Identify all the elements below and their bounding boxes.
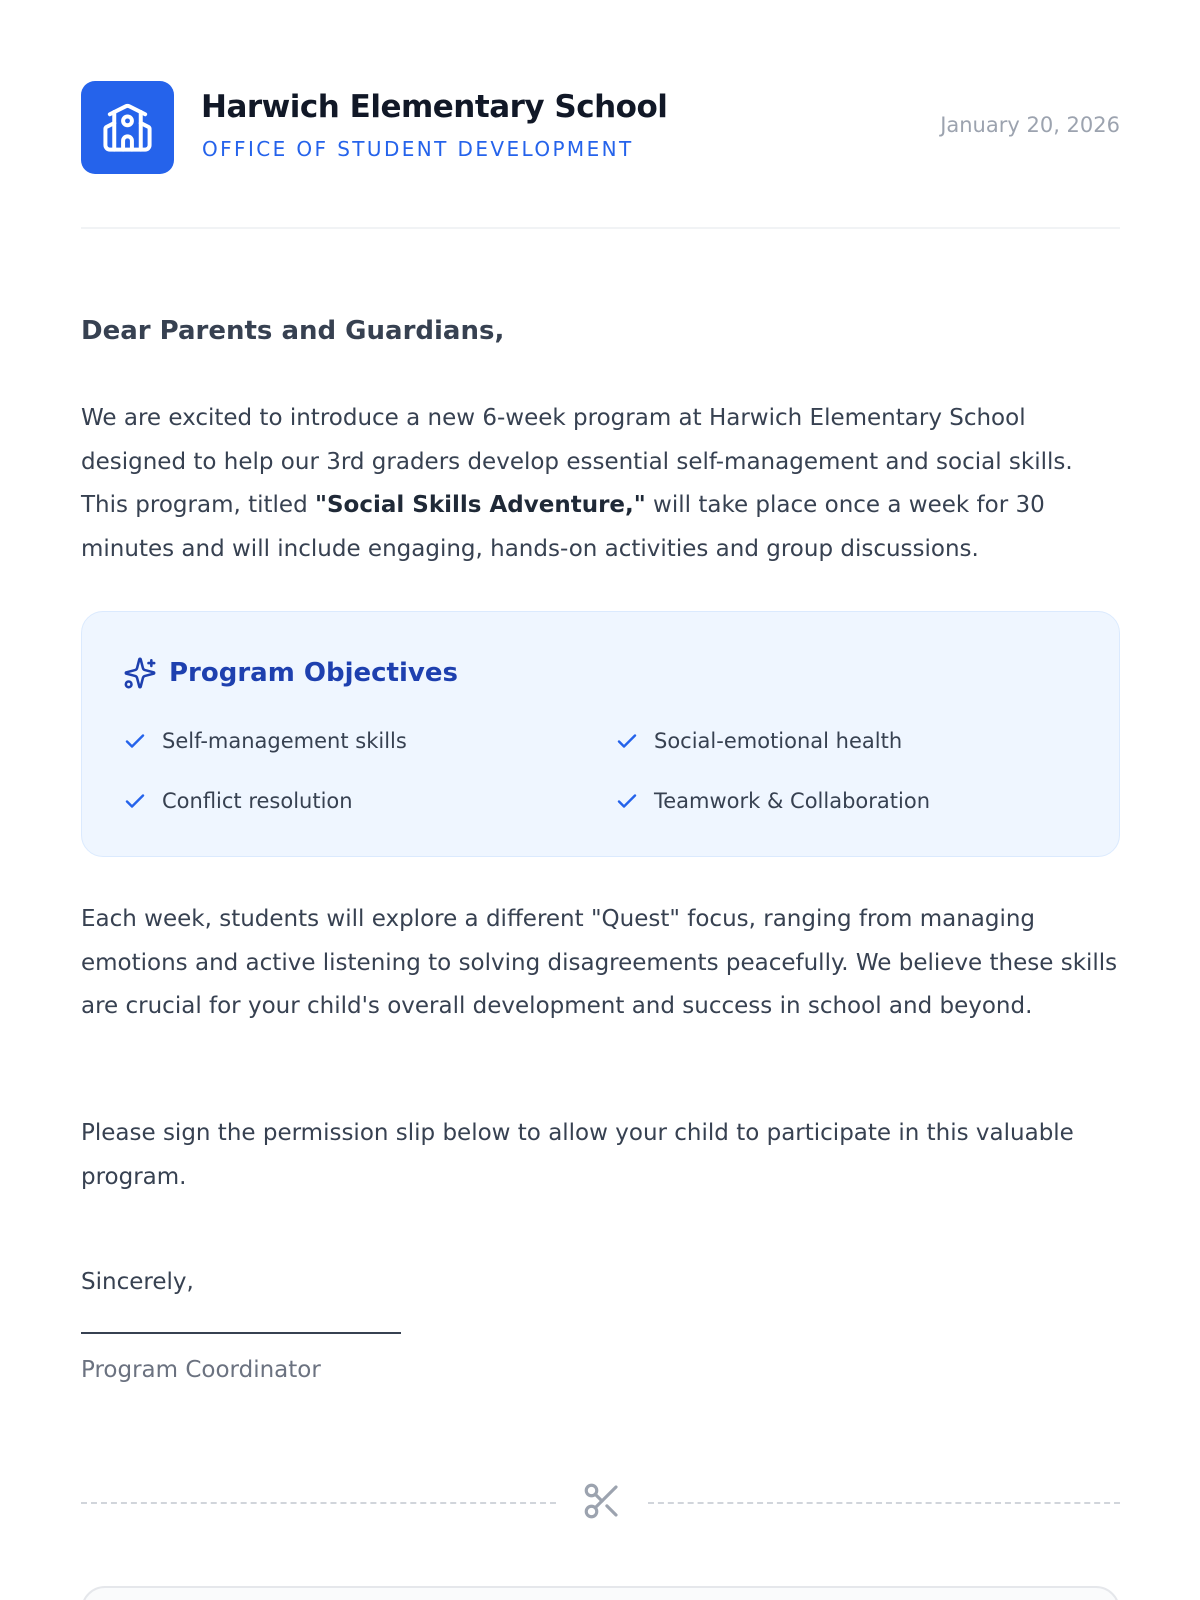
permission-paragraph: Please sign the permission slip below to allow your child to participate in this valuable program. — [81, 1120, 1074, 1190]
intro-text-part2: will take place once a week for 30 minutes and will include engaging, hands-on activities and group discussions. — [81, 492, 1045, 562]
objective-item — [123, 726, 407, 756]
intro-paragraph — [81, 397, 1126, 571]
objective-label: Conflict resolution — [162, 789, 353, 813]
objective-label: Social-emotional health — [654, 729, 903, 753]
school-building-icon — [101, 101, 154, 154]
objectives-title: Program Objectives — [169, 658, 458, 688]
dashed-divider — [648, 1502, 1120, 1504]
sparkles-icon — [123, 656, 157, 690]
greeting: Dear Parents and Guardians, — [81, 316, 505, 346]
objective-label: Teamwork & Collaboration — [654, 789, 931, 813]
objective-item — [123, 786, 353, 816]
program-objectives-card — [81, 611, 1120, 857]
school-name: Harwich Elementary School — [201, 89, 668, 125]
program-title: "Social Skills Adventure," — [315, 492, 646, 518]
scissors-icon — [581, 1480, 623, 1522]
signature-title: Program Coordinator — [81, 1357, 321, 1383]
objective-label: Self-management skills — [162, 729, 407, 753]
intro-text-part1: We are excited to introduce a new 6-week program at Harwich Elementary School designed to help our 3rd graders develop essential self-management and social skills. This program, titled — [81, 405, 1073, 518]
objective-item — [615, 786, 930, 816]
objective-item — [615, 726, 902, 756]
quest-paragraph: Each week, students will explore a different "Quest" focus, ranging from managing emotions and active listening to solving disagreements peacefully. We believe these skills are crucial for your child's overall development and success in school and beyond. — [81, 906, 1118, 1019]
school-logo — [81, 81, 174, 174]
letter-date: January 20, 2026 — [940, 113, 1120, 137]
cut-line — [81, 1480, 1120, 1526]
signature-line — [81, 1332, 401, 1334]
letterhead — [81, 81, 1120, 229]
closing: Sincerely, — [81, 1269, 194, 1295]
check-icon — [615, 789, 639, 813]
office-name: OFFICE OF STUDENT DEVELOPMENT — [202, 137, 634, 161]
objectives-heading — [123, 655, 458, 691]
dashed-divider — [81, 1502, 556, 1504]
check-icon — [123, 729, 147, 753]
check-icon — [123, 789, 147, 813]
permission-slip — [81, 1586, 1120, 1600]
check-icon — [615, 729, 639, 753]
